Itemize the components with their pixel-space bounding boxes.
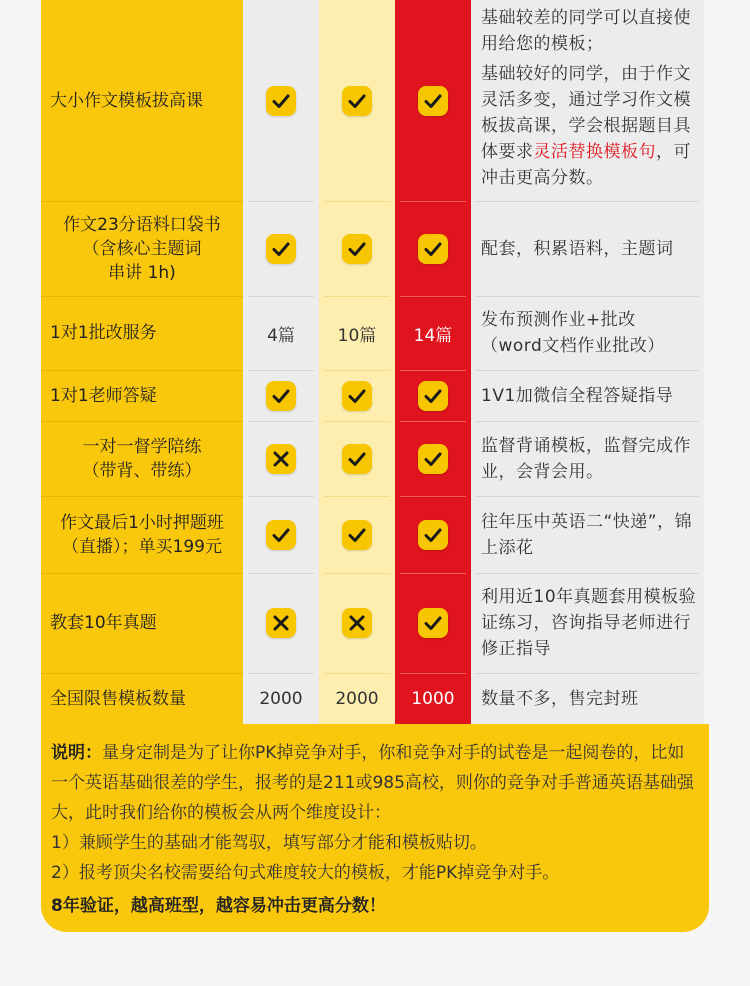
check-icon — [342, 444, 372, 474]
closing-slogan: 8年验证，越高班型，越容易冲击更高分数！ — [51, 896, 386, 916]
check-icon — [342, 381, 372, 411]
desc-text: 基础较差的同学可以直接使用给您的模板； — [481, 7, 691, 54]
value-text: 1000 — [411, 688, 455, 709]
check-icon — [418, 86, 448, 116]
tier-basic-cell — [243, 0, 319, 201]
value-text: 2000 — [335, 688, 379, 709]
cross-icon — [342, 608, 372, 638]
tier-basic-cell — [243, 496, 319, 573]
check-icon — [418, 444, 448, 474]
desc-line: （word文档作业批改） — [481, 336, 665, 356]
check-icon — [266, 234, 296, 264]
value-text: 14篇 — [413, 325, 453, 346]
check-icon — [418, 234, 448, 264]
table-row — [41, 573, 704, 673]
tier-premium-cell — [395, 0, 471, 201]
table-row — [41, 201, 704, 296]
tier-basic-cell — [243, 421, 319, 496]
row-label — [41, 496, 243, 573]
desc-highlight: 灵活替换模板句 — [533, 141, 656, 162]
row-description: 配套，积累语料，主题词 — [471, 201, 704, 296]
check-icon — [342, 234, 372, 264]
row-label: 教套10年真题 — [41, 573, 243, 673]
row-label-line: （带背、带练） — [82, 460, 202, 481]
row-label: 全国限售模板数量 — [41, 673, 243, 724]
tier-premium-cell — [395, 573, 471, 673]
row-label — [41, 421, 243, 496]
row-label-line: 作文23分语料口袋书 — [63, 214, 221, 235]
check-icon — [418, 520, 448, 550]
table-row — [41, 370, 704, 421]
tier-plus-cell — [319, 673, 395, 724]
tier-plus-cell — [319, 370, 395, 421]
tier-premium-cell — [395, 370, 471, 421]
check-icon — [342, 520, 372, 550]
row-description: 1V1加微信全程答疑指导 — [471, 370, 704, 421]
tier-plus-cell — [319, 421, 395, 496]
value-text: 4篇 — [267, 325, 295, 346]
tier-premium-cell — [395, 421, 471, 496]
explanation-point: 2）报考顶尖名校需要给句式难度较大的模板，才能PK掉竞争对手。 — [51, 863, 560, 883]
tier-basic-cell — [243, 296, 319, 370]
row-label — [41, 201, 243, 296]
row-label-line: 作文最后1小时押题班 — [60, 512, 224, 533]
row-description: 往年压中英语二“快递”，锦上添花 — [471, 496, 704, 573]
cross-icon — [266, 608, 296, 638]
tier-premium-cell — [395, 296, 471, 370]
value-text: 2000 — [259, 688, 303, 709]
tier-basic-cell — [243, 573, 319, 673]
desc-text: 基础较好的同学，由于作文灵活多变，通过学习作文模板拔高课，学会根据题目具体要求 — [481, 63, 691, 162]
explanation-point: 1）兼顾学生的基础才能驾驭，填写部分才能和模板贴切。 — [51, 833, 487, 853]
table-row — [41, 421, 704, 496]
desc-line: 发布预测作业+批改 — [481, 310, 636, 330]
check-icon — [342, 86, 372, 116]
table-row — [41, 496, 704, 573]
cross-icon — [266, 444, 296, 474]
check-icon — [266, 381, 296, 411]
row-description: 利用近10年真题套用模板验证练习，咨询指导老师进行修正指导 — [471, 573, 704, 673]
check-icon — [418, 608, 448, 638]
row-label: 大小作文模板拔高课 — [41, 0, 243, 201]
tier-plus-cell — [319, 573, 395, 673]
tier-plus-cell — [319, 296, 395, 370]
row-label: 1对1批改服务 — [41, 296, 243, 370]
check-icon — [266, 86, 296, 116]
row-description: 数量不多，售完封班 — [471, 673, 704, 724]
row-description — [471, 0, 704, 201]
explanation-lead: 说明： — [51, 743, 102, 763]
check-icon — [418, 381, 448, 411]
row-description: 监督背诵模板，监督完成作业，会背会用。 — [471, 421, 704, 496]
comparison-table — [41, 0, 704, 724]
table-row — [41, 673, 704, 724]
desc-text: ，可冲击更高分数。 — [481, 141, 691, 188]
row-label-line: 串讲 1h) — [108, 262, 176, 283]
row-label-line: （直播）；单买199元 — [62, 536, 222, 557]
table-row — [41, 0, 704, 201]
tier-plus-cell — [319, 0, 395, 201]
explanation-intro — [51, 738, 699, 828]
row-label: 1对1老师答疑 — [41, 370, 243, 421]
tier-premium-cell — [395, 673, 471, 724]
tier-basic-cell — [243, 673, 319, 724]
tier-basic-cell — [243, 201, 319, 296]
value-text: 10篇 — [337, 325, 377, 346]
row-label-line: 一对一督学陪练 — [82, 436, 202, 457]
tier-plus-cell — [319, 496, 395, 573]
tier-plus-cell — [319, 201, 395, 296]
table-row — [41, 296, 704, 370]
check-icon — [266, 520, 296, 550]
row-description — [471, 296, 704, 370]
tier-basic-cell — [243, 370, 319, 421]
explanation-text: 量身定制是为了让你PK掉竞争对手，你和竞争对手的试卷是一起阅卷的，比如一个英语基础很差的学生，报考的是211或985高校，则你的竞争对手普通英语基础强大，此时我们给你的模板会从两个维度设计： — [51, 743, 694, 823]
explanation-panel — [41, 724, 709, 932]
row-label-line: （含核心主题词 — [82, 238, 202, 259]
tier-premium-cell — [395, 496, 471, 573]
tier-premium-cell — [395, 201, 471, 296]
